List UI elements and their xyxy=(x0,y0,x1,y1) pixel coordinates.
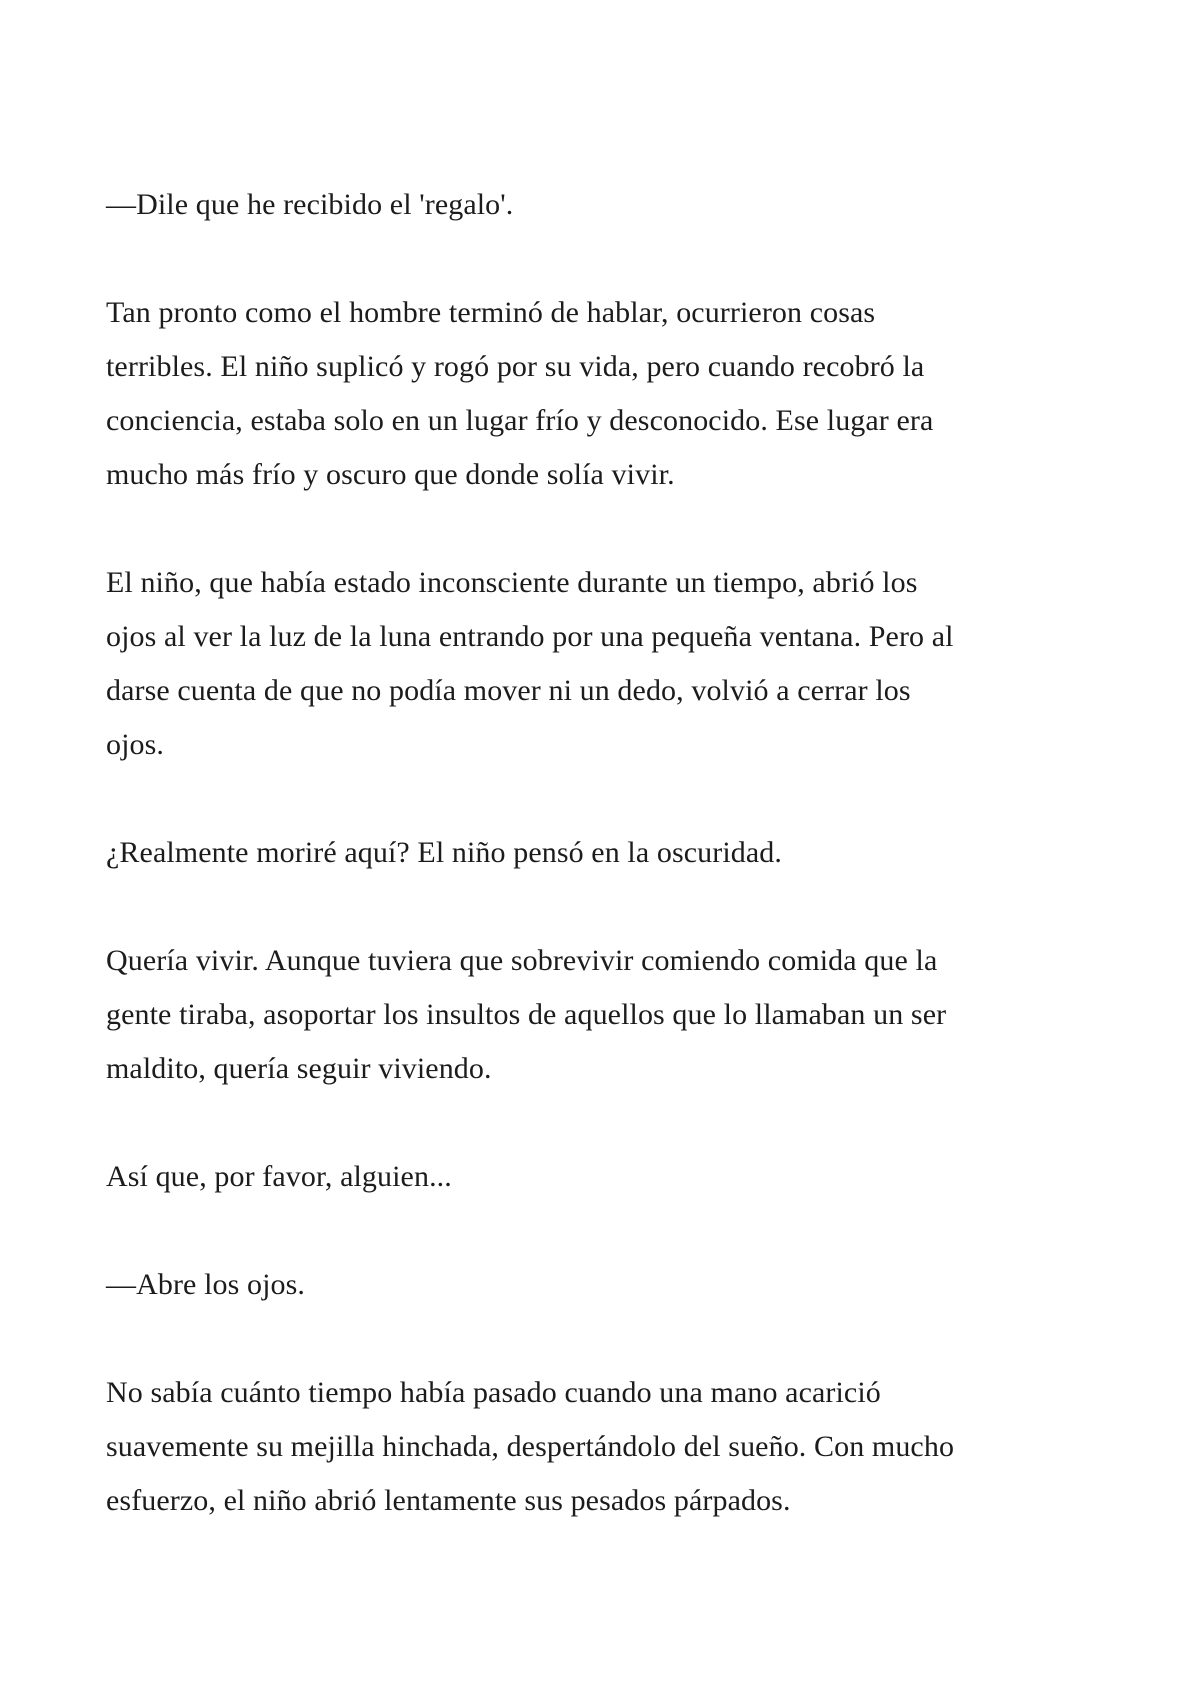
text-line: gente tiraba, asoportar los insultos de aquellos que lo llamaban un ser xyxy=(106,998,947,1031)
text-line: —Dile que he recibido el 'regalo'. xyxy=(106,188,514,221)
text-line: Tan pronto como el hombre terminó de hablar, ocurrieron cosas xyxy=(106,296,876,329)
text-line: terribles. El niño suplicó y rogó por su vida, pero cuando recobró la xyxy=(106,350,925,383)
paragraph-someone-please xyxy=(106,1150,1106,1204)
text-line: ojos. xyxy=(106,728,165,761)
text-line: maldito, quería seguir viviendo. xyxy=(106,1052,492,1085)
text-line: ojos al ver la luz de la luna entrando por una pequeña ventana. Pero al xyxy=(106,620,954,653)
paragraph-terrible-things xyxy=(106,286,1106,502)
text-line: esfuerzo, el niño abrió lentamente sus pesados párpados. xyxy=(106,1484,791,1517)
paragraph-awakening xyxy=(106,1366,1106,1528)
text-line: suavemente su mejilla hinchada, despertándolo del sueño. Con mucho xyxy=(106,1430,955,1463)
text-line: darse cuenta de que no podía mover ni un dedo, volvió a cerrar los xyxy=(106,674,911,707)
text-line: mucho más frío y oscuro que donde solía vivir. xyxy=(106,458,675,491)
text-line: Así que, por favor, alguien... xyxy=(106,1160,452,1193)
text-line: conciencia, estaba solo en un lugar frío y desconocido. Ese lugar era xyxy=(106,404,934,437)
text-line: ¿Realmente moriré aquí? El niño pensó en la oscuridad. xyxy=(106,836,783,869)
paragraph-dialogue-regalo xyxy=(106,178,1106,232)
paragraph-wanted-to-live xyxy=(106,934,1106,1096)
document-page xyxy=(106,178,1106,1582)
text-line: —Abre los ojos. xyxy=(106,1268,305,1301)
paragraph-dialogue-open-eyes xyxy=(106,1258,1106,1312)
text-line: El niño, que había estado inconsciente durante un tiempo, abrió los xyxy=(106,566,918,599)
paragraph-will-i-die xyxy=(106,826,1106,880)
paragraph-moonlight xyxy=(106,556,1106,772)
text-line: No sabía cuánto tiempo había pasado cuando una mano acarició xyxy=(106,1376,881,1409)
text-line: Quería vivir. Aunque tuviera que sobrevivir comiendo comida que la xyxy=(106,944,938,977)
